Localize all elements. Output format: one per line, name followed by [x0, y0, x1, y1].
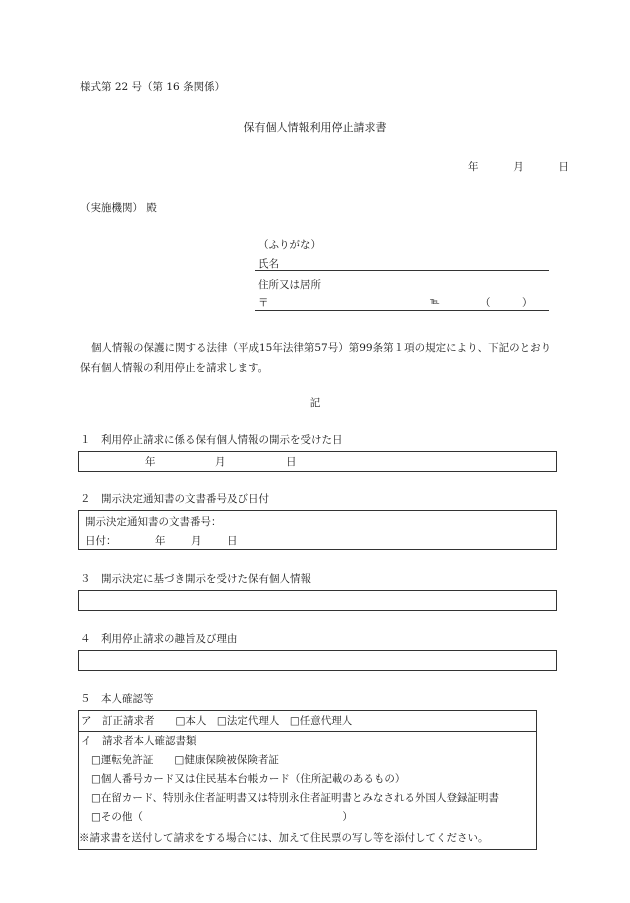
furigana-label: （ふりがな） — [258, 239, 321, 251]
requester-type-row[interactable]: ア 訂正請求者 □本人 □法定代理人 □任意代理人 — [81, 715, 353, 727]
telephone-field[interactable]: （ ） — [480, 297, 533, 309]
section5-heading: ５ 本人確認等 — [80, 693, 154, 705]
mailing-note: ※請求書を送付して請求をする場合には、加えて住民票の写し等を添付してください。 — [79, 832, 489, 844]
section1-year-label: 年 — [145, 456, 156, 468]
id-doc-option-1[interactable]: □運転免許証 □健康保険被保険者証 — [91, 754, 279, 766]
addressee: （実施機関） 殿 — [80, 202, 157, 214]
id-documents-title: イ 請求者本人確認書類 — [81, 735, 197, 747]
date-month-label: 月 — [513, 161, 524, 173]
form-number: 様式第 22 号（第 16 条関係） — [80, 81, 226, 93]
section2-month-label: 月 — [191, 535, 202, 547]
notice-date-label: 日付： — [85, 535, 117, 547]
date-day-label: 日 — [558, 161, 569, 173]
request-date — [468, 162, 569, 173]
telephone-icon: ℡ — [430, 297, 440, 307]
row-divider — [79, 731, 536, 732]
date-year-label: 年 — [468, 161, 479, 173]
name-field-line[interactable] — [255, 270, 549, 271]
section2-box[interactable] — [78, 510, 557, 550]
postal-mark: 〒 — [258, 297, 269, 309]
section2-day-label: 日 — [227, 535, 238, 547]
section4-input-box[interactable] — [78, 650, 557, 671]
section1-heading: １ 利用停止請求に係る保有個人情報の開示を受けた日 — [80, 434, 343, 446]
section1-day-label: 日 — [286, 456, 297, 468]
document-title: 保有個人情報利用停止請求書 — [243, 121, 387, 134]
id-doc-option-3[interactable]: □在留カード、特別永住者証明書又は特別永住者証明書とみなされる外国人登録証明書 — [91, 792, 499, 804]
ki-heading: 記 — [309, 397, 321, 409]
section3-heading: ３ 開示決定に基づき開示を受けた保有個人情報 — [80, 573, 311, 585]
section2-heading: ２ 開示決定通知書の文書番号及び日付 — [80, 493, 269, 505]
section2-year-label: 年 — [155, 535, 166, 547]
id-doc-option-other[interactable]: □その他（ ） — [91, 811, 353, 823]
section1-date-box[interactable] — [78, 451, 557, 472]
doc-number-label: 開示決定通知書の文書番号： — [85, 516, 222, 528]
id-doc-option-2[interactable]: □個人番号カード又は住民基本台帳カード（住所記載のあるもの） — [91, 773, 406, 785]
request-statement: 個人情報の保護に関する法律（平成15年法律第57号）第99条第１項の規定により、下記のとおり保有個人情報の利用停止を請求します。 — [80, 342, 552, 374]
address-field-line[interactable] — [255, 310, 549, 311]
identity-verification-table — [78, 710, 537, 850]
section4-heading: ４ 利用停止請求の趣旨及び理由 — [80, 633, 238, 645]
address-label: 住所又は居所 — [258, 279, 321, 291]
section1-month-label: 月 — [215, 456, 226, 468]
name-label: 氏名 — [258, 258, 279, 270]
section3-input-box[interactable] — [78, 590, 557, 611]
